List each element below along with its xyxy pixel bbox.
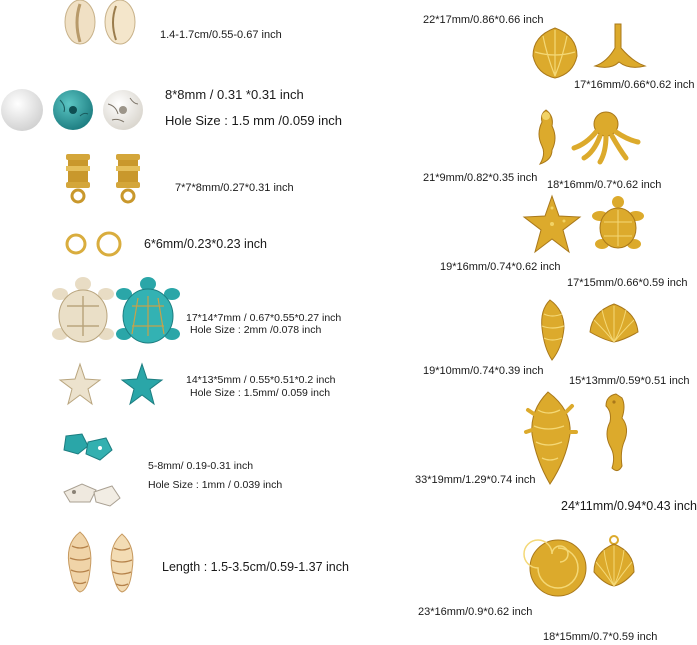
chips-hole-label: Hole Size : 1mm / 0.039 inch [148, 479, 283, 491]
jump-ring-size-label: 6*6mm/0.23*0.23 inch [144, 237, 267, 251]
turtle-beads-icon [52, 278, 180, 350]
turtle-hole-label: Hole Size : 2mm /0.078 inch [190, 324, 322, 336]
conch-seahorse-charms-icon [526, 390, 646, 486]
seahorse-charm-size-label: 24*11mm/0.94*0.43 inch [561, 499, 697, 513]
spiral-shells-icon [60, 530, 150, 594]
tail-charm-size-label: 17*16mm/0.66*0.62 inch [574, 79, 695, 91]
turtle-size-label: 17*14*7mm / 0.67*0.55*0.27 inch [186, 312, 342, 324]
turtle-charm-size-label: 17*15mm/0.66*0.59 inch [567, 277, 688, 289]
nautilus-scallop-charms-icon [528, 532, 648, 604]
big-conch-charm-size-label: 33*19mm/1.29*0.74 inch [415, 474, 536, 486]
chip-beads-icon [60, 432, 150, 514]
starfish-beads-icon [60, 362, 170, 408]
starfish-turtle-charms-icon [522, 194, 652, 258]
jump-rings-icon [64, 230, 134, 260]
starfish-hole-label: Hole Size : 1.5mm/ 0.059 inch [190, 387, 331, 399]
shell-tail-charms-icon [525, 22, 655, 82]
shell-charm-size-label: 22*17mm/0.86*0.66 inch [423, 14, 544, 26]
starfish-size-label: 14*13*5mm / 0.55*0.51*0.2 inch [186, 374, 336, 386]
cowrie-size-label: 1.4-1.7cm/0.55-0.67 inch [160, 29, 282, 41]
scallop-charm-size-label: 15*13mm/0.59*0.51 inch [569, 375, 690, 387]
round-scallop-charm-size-label: 18*15mm/0.7*0.59 inch [543, 631, 658, 643]
chips-size-label: 5-8mm/ 0.19-0.31 inch [148, 460, 254, 472]
round-beads-icon [0, 86, 150, 134]
bail-size-label: 7*7*8mm/0.27*0.31 inch [175, 182, 294, 194]
round-beads-size-label: 8*8mm / 0.31 *0.31 inch [165, 87, 304, 102]
octopus-charm-size-label: 18*16mm/0.7*0.62 inch [547, 179, 662, 191]
nautilus-charm-size-label: 23*16mm/0.9*0.62 inch [418, 606, 533, 618]
mermaid-octopus-charms-icon [530, 108, 650, 166]
spiral-shell-length-label: Length : 1.5-3.5cm/0.59-1.37 inch [162, 560, 349, 574]
mermaid-charm-size-label: 21*9mm/0.82*0.35 inch [423, 172, 538, 184]
cowrie-shells-icon [58, 0, 148, 50]
conch-charm-size-label: 19*10mm/0.74*0.39 inch [423, 365, 544, 377]
tube-bails-icon [62, 152, 152, 210]
conch-scallop-charms-icon [534, 298, 644, 362]
starfish-charm-size-label: 19*16mm/0.74*0.62 inch [440, 261, 561, 273]
round-beads-hole-label: Hole Size : 1.5 mm /0.059 inch [165, 113, 343, 128]
